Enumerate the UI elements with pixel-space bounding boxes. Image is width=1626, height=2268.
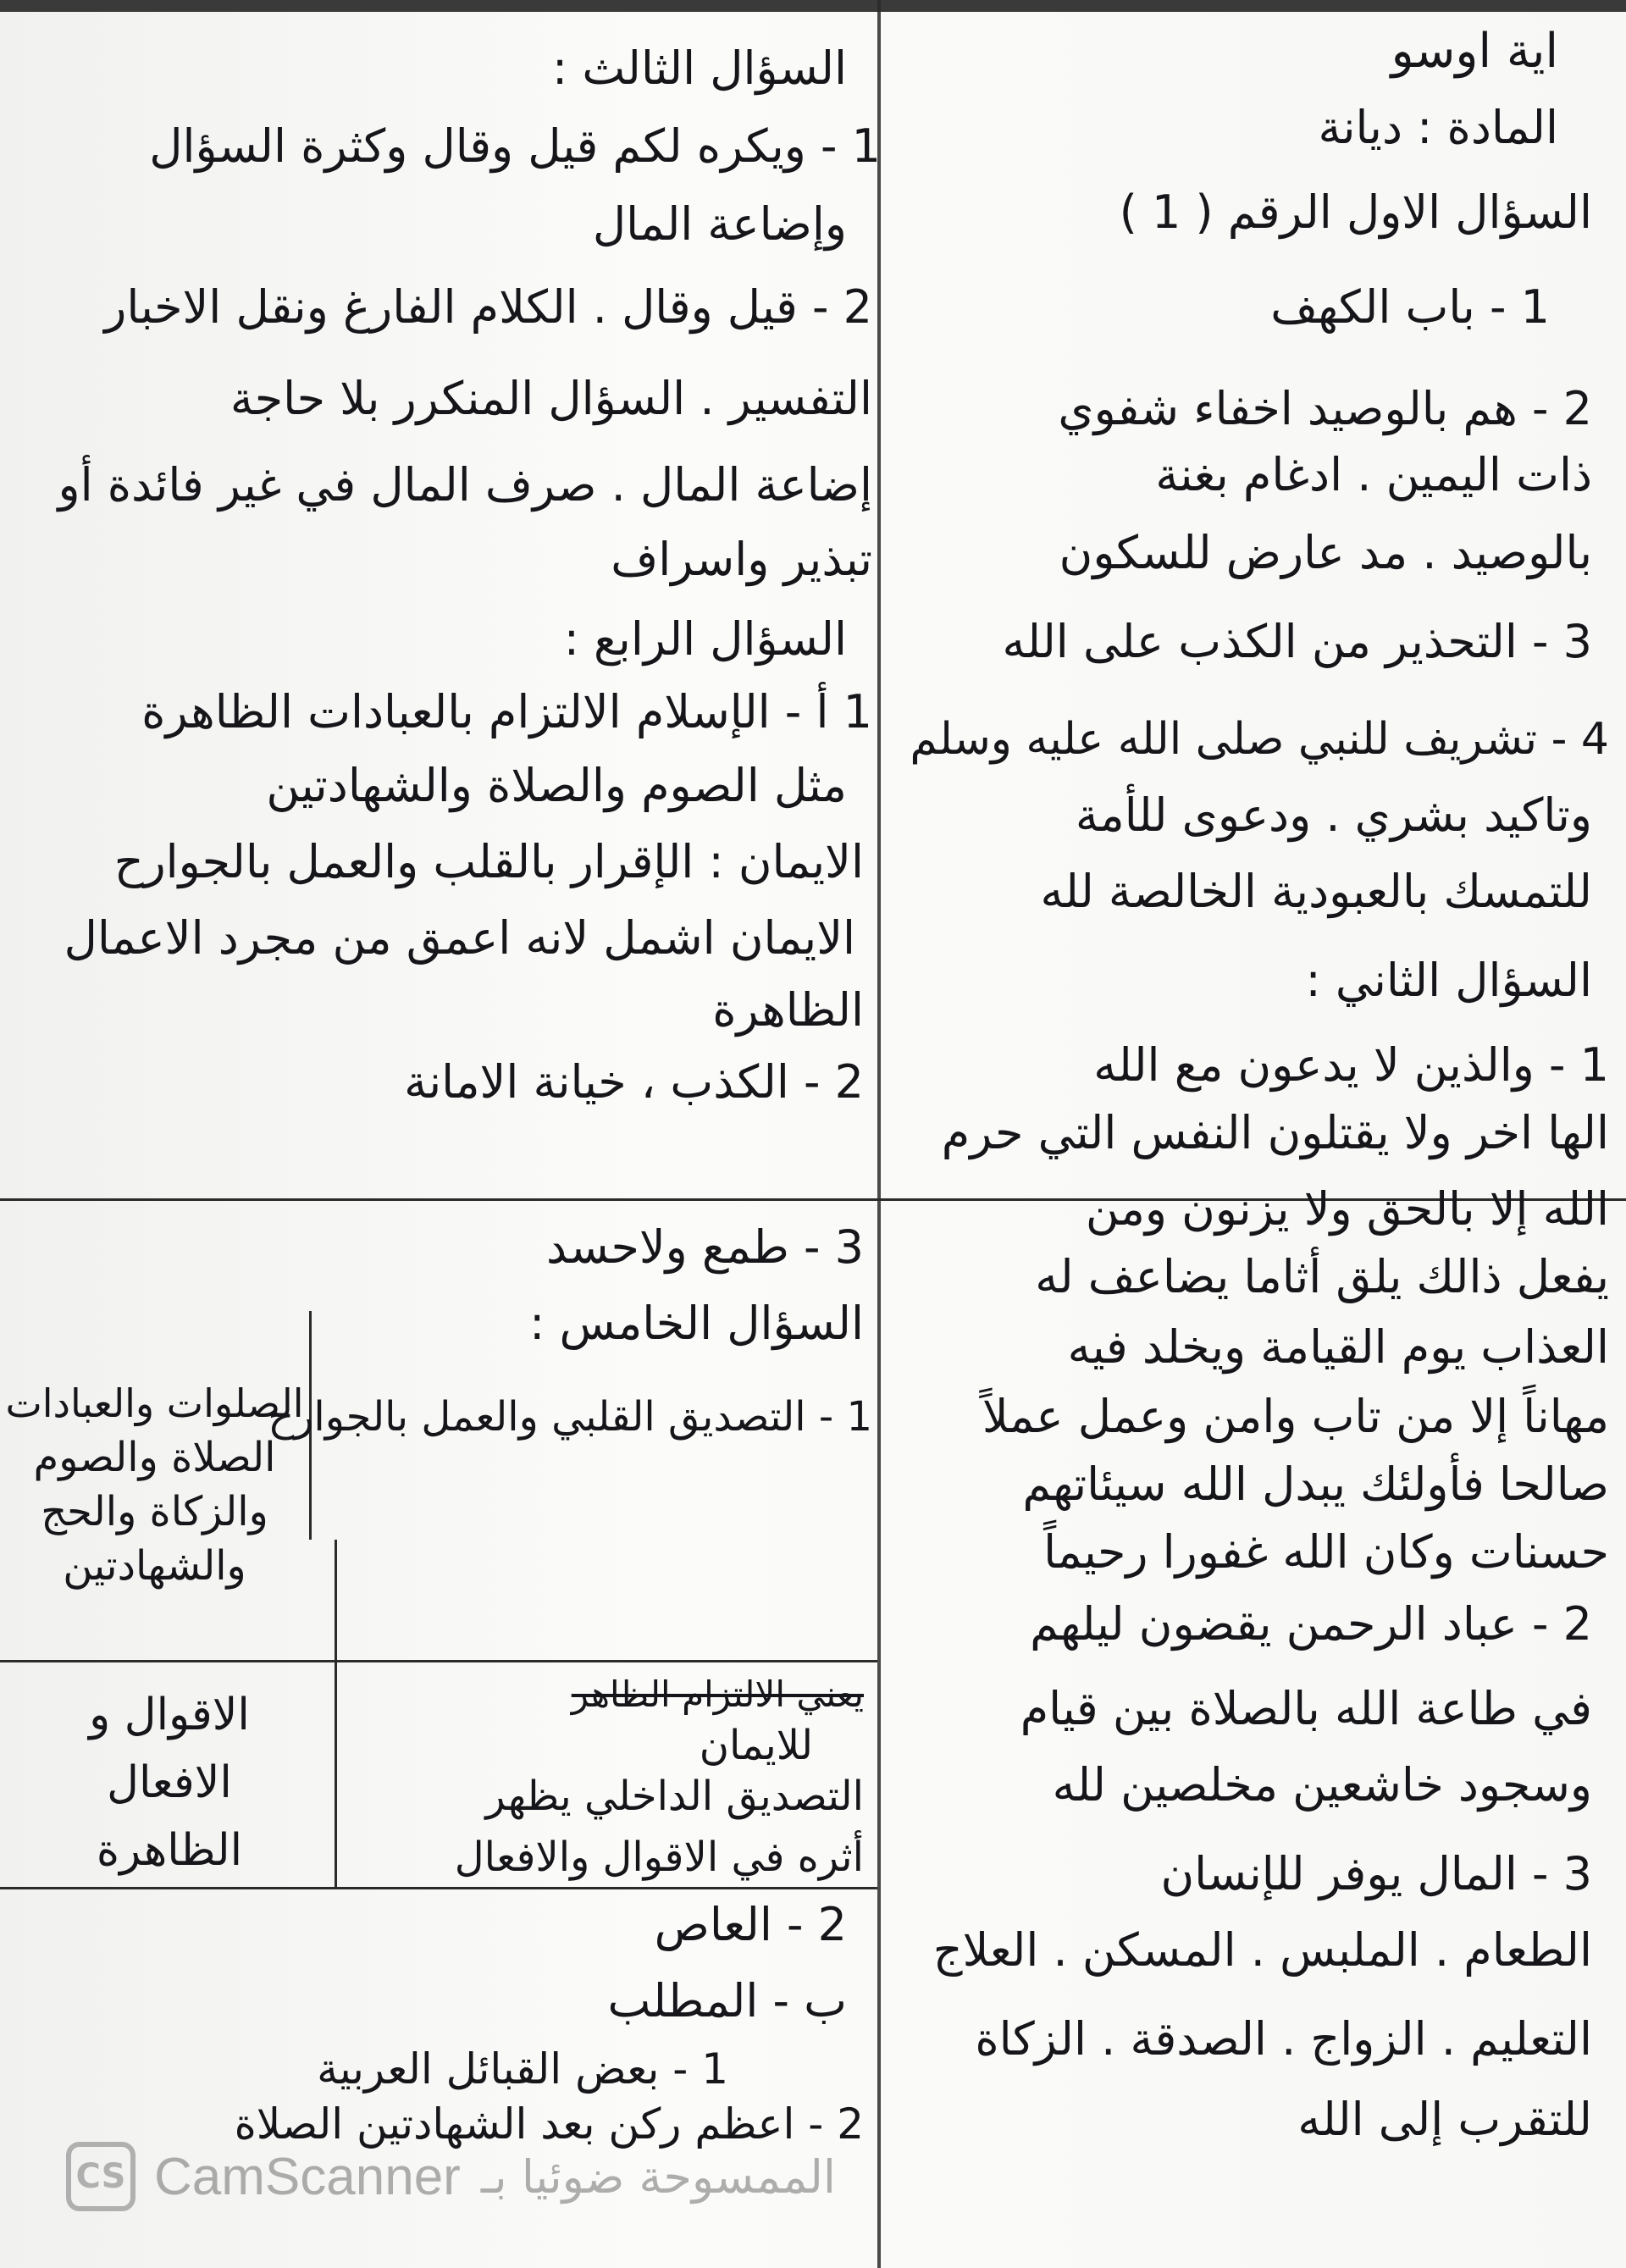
answer-line: 2 - عباد الرحمن يقضون ليلهم [1030,1597,1592,1651]
answer-line: 2 - العاص [654,1898,847,1951]
table-cell-text: الصلاة والصوم [33,1434,276,1481]
camscanner-watermark [66,2138,836,2215]
answer-line: التعليم . الزواج . الصدقة . الزكاة [975,2012,1592,2066]
answer-line: 4 - تشريف للنبي صلى الله عليه وسلم [910,714,1609,765]
answer-line: ذات اليمين . ادغام بغنة [1155,448,1592,501]
question-heading: السؤال الثالث : [552,41,847,95]
table-cell [4,1376,305,1593]
answer-line: حسنات وكان الله غفورا رحيماً [1043,1525,1609,1579]
answer-line: 1 - ويكره لكم قيل وقال وكثرة السؤال [149,119,881,173]
student-name: اية اوسو [1391,24,1558,79]
answer-line: بالوصيد . مد عارض للسكون [1059,526,1592,579]
answer-line: مهاناً إلا من تاب وامن وعمل عملاً [982,1390,1609,1443]
answer-line: وإضاعة المال [592,197,847,251]
table-cell-text: الاقوال و [89,1690,250,1740]
table-cell [34,1681,305,1884]
answer-line: وسجود خاشعين مخلصين لله [1052,1758,1592,1812]
table-cell-text: الصلوات والعبادات [5,1380,304,1426]
answer-line: 3 - المال يوفر للإنسان [1160,1847,1592,1900]
watermark-brand: CamScanner [154,2147,461,2206]
answer-line: 3 - التحذير من الكذب على الله [1002,615,1592,668]
answer-line: تبذير واسراف [611,533,872,586]
answer-line: 1 - والذين لا يدعون مع الله [1093,1038,1609,1092]
answer-line: الايمان اشمل لانه اعمق من مجرد الاعمال [64,911,855,965]
table-cell-text: 1 - التصديق القلبي والعمل بالجوارح [268,1393,872,1441]
page-fold-divider [877,0,881,2268]
answer-line: 2 - هم بالوصيد اخفاء شفوي [1058,382,1592,435]
answer-line: إضاعة المال . صرف المال في غير فائدة أو [58,458,872,512]
question-heading: السؤال الاول الرقم ( 1 ) [1119,185,1592,239]
table-cell-text: للايمان [699,1722,813,1769]
table-cell-text: أثره في الاقوال والافعال [454,1834,864,1881]
answer-line: صالحا فأولئك يبدل الله سيئاتهم [1022,1458,1609,1511]
answer-line: الطعام . الملبس . المسكن . العلاج [932,1923,1592,1977]
question-heading: السؤال الرابع : [563,612,847,666]
table-divider [0,1887,877,1889]
question-heading: السؤال الخامس : [529,1297,864,1350]
table-divider [0,1660,877,1662]
table-cell-text: التصديق الداخلي يظهر [485,1773,864,1820]
answer-line: 2 - اعظم ركن بعد الشهادتين الصلاة [234,2099,864,2149]
answer-line: يفعل ذالك يلق أثاما يضاعف له [1035,1250,1609,1303]
subject-line: المادة : ديانة [1318,101,1558,154]
page-top-edge [0,0,1626,12]
table-cell-text: الظاهرة [96,1825,243,1876]
answer-line: الله إلا بالحق ولا يزنون ومن [1085,1182,1609,1236]
answer-line: وتاكيد بشري . ودعوى للأمة [1075,788,1592,842]
answer-line: في طاعة الله بالصلاة بين قيام [1020,1682,1592,1735]
answer-line: ب - المطلب [607,1974,847,2027]
answer-line: 2 - الكذب ، خيانة الامانة [404,1055,864,1109]
watermark-caption: الممسوحة ضوئيا بـ [480,2149,836,2204]
answer-line: 2 - قيل وقال . الكلام الفارغ ونقل الاخبار [104,280,872,334]
answer-line: 1 - باب الكهف [1270,280,1550,334]
answer-line: 1 - بعض القبائل العربية [317,2044,728,2094]
struck-text: يعني الالتزام الظاهر [571,1673,864,1715]
answer-line: للتقرب إلى الله [1297,2093,1592,2146]
answer-line: الظاهرة [712,983,864,1037]
answer-line: التفسير . السؤال المنكرر بلا حاجة [230,372,872,425]
question-heading: السؤال الثاني : [1305,954,1592,1007]
answer-line: 3 - طمع ولاحسد [545,1220,864,1274]
table-cell-text: والزكاة والحج [41,1488,268,1535]
table-cell-text: والشهادتين [63,1542,246,1590]
answer-line: للتمسك بالعبودية الخالصة لله [1040,865,1592,918]
camscanner-logo-icon: CS [66,2142,136,2211]
answer-line: 1 أ - الإسلام الالتزام بالعبادات الظاهرة [141,685,872,738]
answer-line: مثل الصوم والصلاة والشهادتين [266,759,847,812]
answer-line: العذاب يوم القيامة ويخلد فيه [1067,1320,1609,1374]
table-divider [335,1540,337,1887]
table-cell-text: الافعال [107,1757,232,1808]
answer-line: الايمان : الإقرار بالقلب والعمل بالجوارح [113,835,864,888]
answer-line: الها اخر ولا يقتلون النفس التي حرم [941,1106,1609,1159]
